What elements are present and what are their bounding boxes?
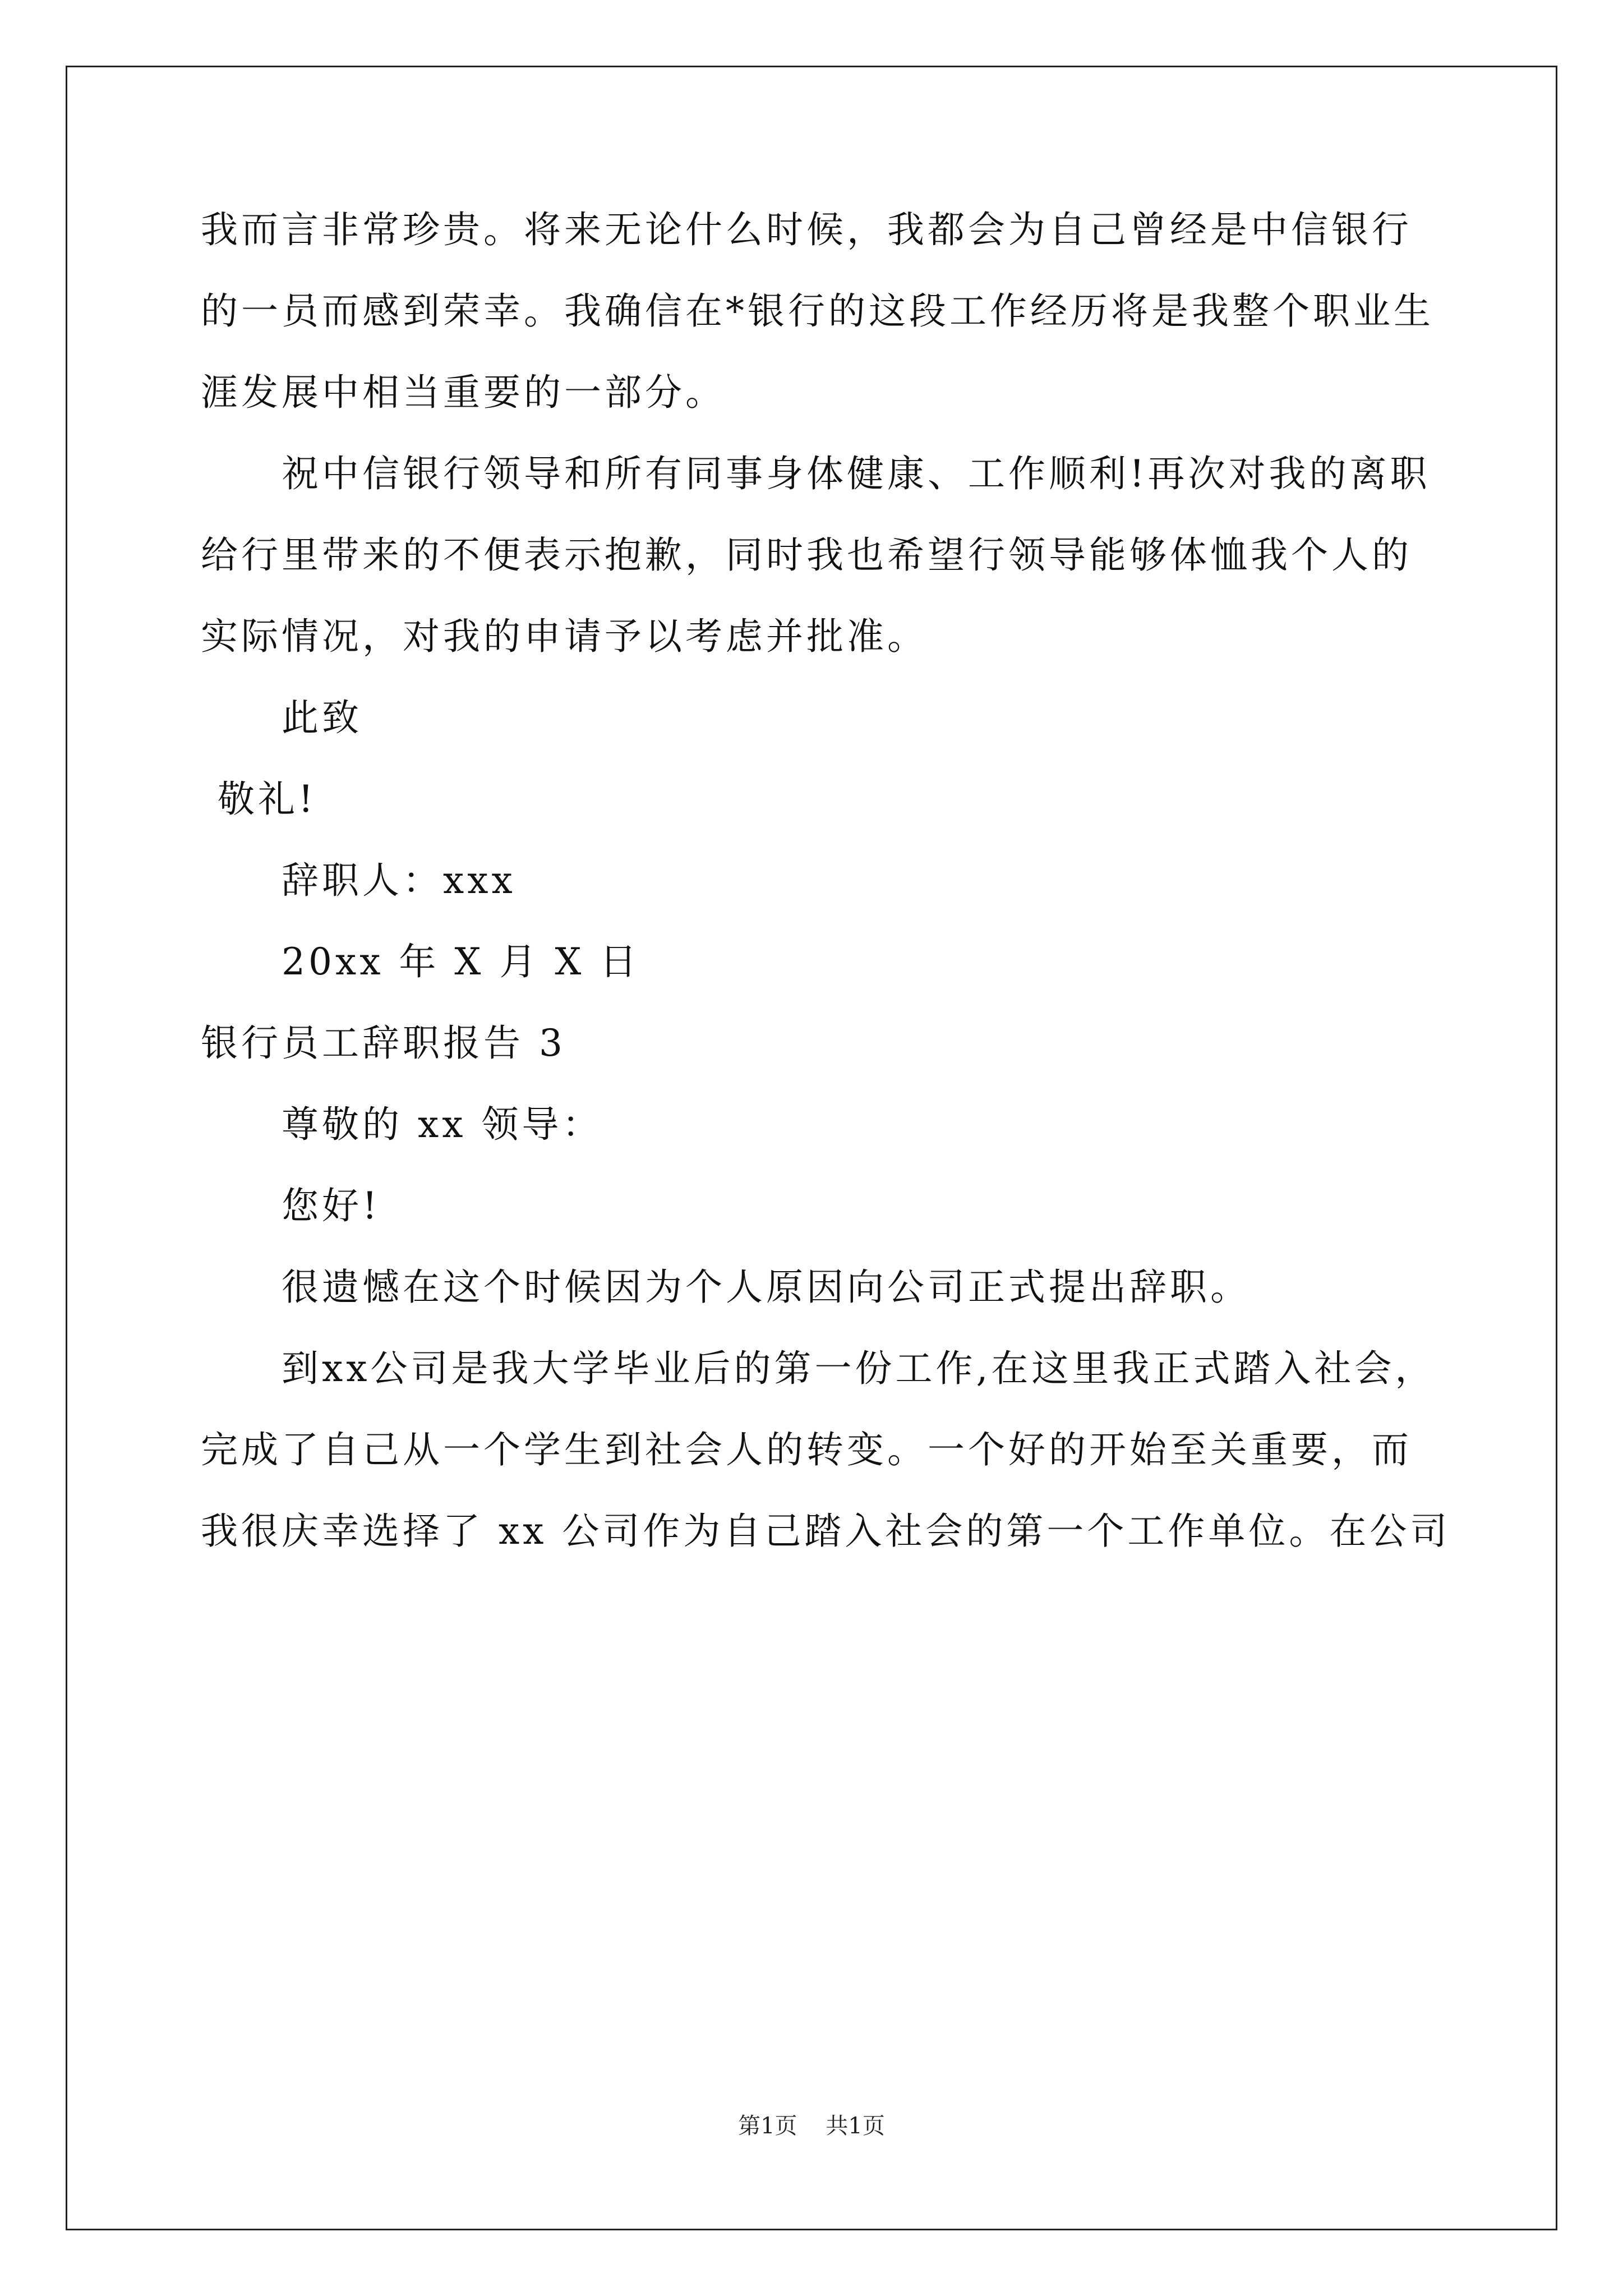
paragraph-line: 我很庆幸选择了 xx 公司作为自己踏入社会的第一个工作单位。在公司 bbox=[201, 1510, 1451, 1553]
greeting: 您好! bbox=[282, 1184, 381, 1227]
paragraph-line: 涯发展中相当重要的一部分。 bbox=[201, 371, 726, 414]
paragraph-line: 祝中信银行领导和所有同事身体健康、工作顺利!再次对我的离职 bbox=[282, 452, 1431, 495]
paragraph-line: 到xx公司是我大学毕业后的第一份工作,在这里我正式踏入社会， bbox=[282, 1347, 1436, 1390]
salutation: 敬礼! bbox=[218, 777, 317, 821]
section-heading: 银行员工辞职报告 3 bbox=[201, 1022, 566, 1065]
paragraph-line: 的一员而感到荣幸。我确信在*银行的这段工作经历将是我整个职业生 bbox=[201, 289, 1434, 333]
date-line: 20xx 年 X 月 X 日 bbox=[282, 940, 640, 983]
paragraph-line: 完成了自己从一个学生到社会人的转变。一个好的开始至关重要，而 bbox=[201, 1428, 1412, 1471]
paragraph-line: 我而言非常珍贵。将来无论什么时候，我都会为自己曾经是中信银行 bbox=[201, 208, 1412, 251]
paragraph-line: 很遗憾在这个时候因为个人原因向公司正式提出辞职。 bbox=[282, 1266, 1251, 1309]
paragraph-line: 实际情况，对我的申请予以考虑并批准。 bbox=[201, 615, 928, 658]
page-footer: 第1页 共1页 bbox=[738, 2113, 885, 2139]
signature-line: 辞职人：xxx bbox=[282, 859, 516, 902]
greeting-recipient: 尊敬的 xx 领导： bbox=[282, 1103, 603, 1146]
closing-phrase: 此致 bbox=[282, 696, 362, 739]
paragraph-line: 给行里带来的不便表示抱歉，同时我也希望行领导能够体恤我个人的 bbox=[201, 533, 1412, 577]
